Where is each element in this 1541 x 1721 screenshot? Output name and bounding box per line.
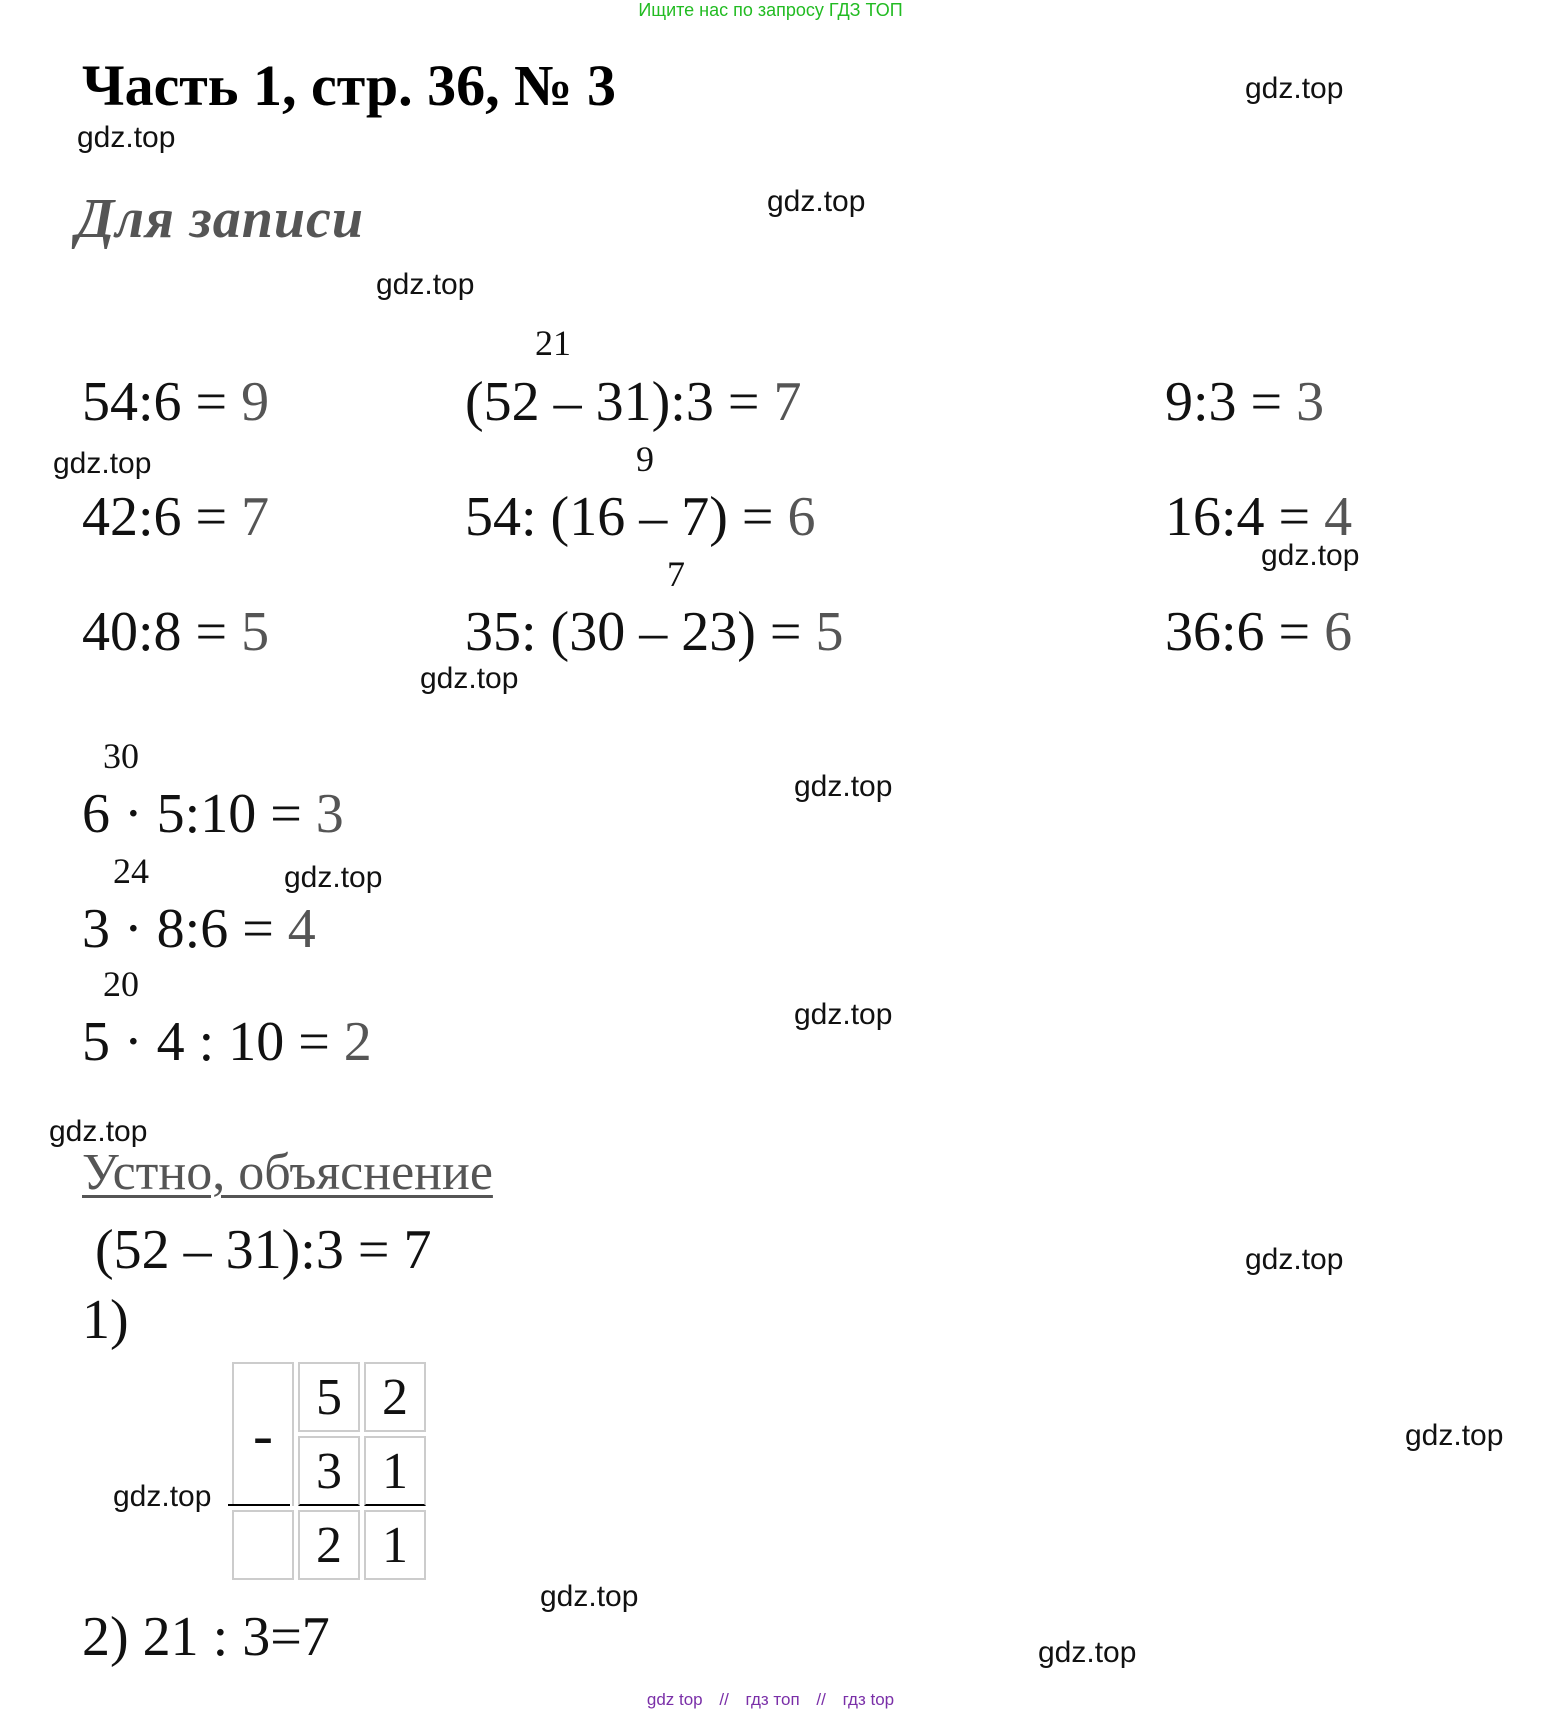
section-heading-notes: Для записи xyxy=(76,188,364,250)
watermark: gdz.top xyxy=(113,1480,212,1513)
watermark: gdz.top xyxy=(794,998,893,1031)
intermediate-value: 7 xyxy=(667,554,685,594)
digit-cell: 1 xyxy=(364,1510,426,1580)
watermark: gdz.top xyxy=(284,861,383,894)
section-heading-oral: Устно, объяснение xyxy=(82,1144,493,1201)
footer-separator: // xyxy=(816,1690,826,1709)
footer-link[interactable]: gdz top xyxy=(646,1690,703,1709)
equation: 3 · 8:6 = 4 xyxy=(82,898,316,960)
watermark: gdz.top xyxy=(376,268,475,301)
watermark: gdz.top xyxy=(1245,72,1344,105)
digit-cell: 3 xyxy=(298,1436,360,1506)
digit-cell: 1 xyxy=(364,1436,426,1506)
watermark: gdz.top xyxy=(49,1115,148,1148)
footer-separator: // xyxy=(719,1690,729,1709)
watermark: gdz.top xyxy=(1405,1419,1504,1452)
empty-cell xyxy=(232,1510,294,1580)
watermark: gdz.top xyxy=(767,185,866,218)
digit-cell: 2 xyxy=(364,1362,426,1432)
watermark: gdz.top xyxy=(1261,539,1360,572)
watermark: gdz.top xyxy=(53,447,152,480)
equation: 16:4 = 4 xyxy=(1165,486,1353,548)
equation: 54:6 = 9 xyxy=(82,371,270,433)
intermediate-value: 9 xyxy=(636,439,654,479)
intermediate-value: 20 xyxy=(103,964,139,1004)
equation: 54: (16 – 7) = 6 xyxy=(465,486,816,548)
oral-expression: (52 – 31):3 = 7 xyxy=(95,1219,432,1281)
intermediate-value: 30 xyxy=(103,736,139,776)
watermark: gdz.top xyxy=(420,662,519,695)
page-title: Часть 1, стр. 36, № 3 xyxy=(82,53,616,118)
equation: 9:3 = 3 xyxy=(1165,371,1325,433)
footer-link[interactable]: гдз топ xyxy=(745,1690,800,1709)
equation: 5 · 4 : 10 = 2 xyxy=(82,1011,372,1073)
equation: 40:8 = 5 xyxy=(82,601,270,663)
minus-sign: - xyxy=(232,1362,294,1506)
result-line xyxy=(228,1504,290,1506)
equation: 42:6 = 7 xyxy=(82,486,270,548)
column-subtraction-grid xyxy=(228,1358,430,1584)
digit-cell: 5 xyxy=(298,1362,360,1432)
step-one-label: 1) xyxy=(82,1289,129,1351)
footer-link[interactable]: гдз top xyxy=(842,1690,895,1709)
watermark: gdz.top xyxy=(1245,1243,1344,1276)
watermark: gdz.top xyxy=(77,121,176,154)
digit-cell: 2 xyxy=(298,1510,360,1580)
watermark: gdz.top xyxy=(794,770,893,803)
watermark: gdz.top xyxy=(1038,1636,1137,1669)
intermediate-value: 21 xyxy=(535,323,571,363)
intermediate-value: 24 xyxy=(113,851,149,891)
equation: 36:6 = 6 xyxy=(1165,601,1353,663)
equation: 6 · 5:10 = 3 xyxy=(82,783,344,845)
watermark: gdz.top xyxy=(540,1580,639,1613)
equation: (52 – 31):3 = 7 xyxy=(465,371,802,433)
step-two: 2) 21 : 3=7 xyxy=(82,1606,330,1668)
footer-links xyxy=(0,1690,1541,1710)
equation: 35: (30 – 23) = 5 xyxy=(465,601,844,663)
search-banner: Ищите нас по запросу ГДЗ ТОП xyxy=(638,0,903,20)
